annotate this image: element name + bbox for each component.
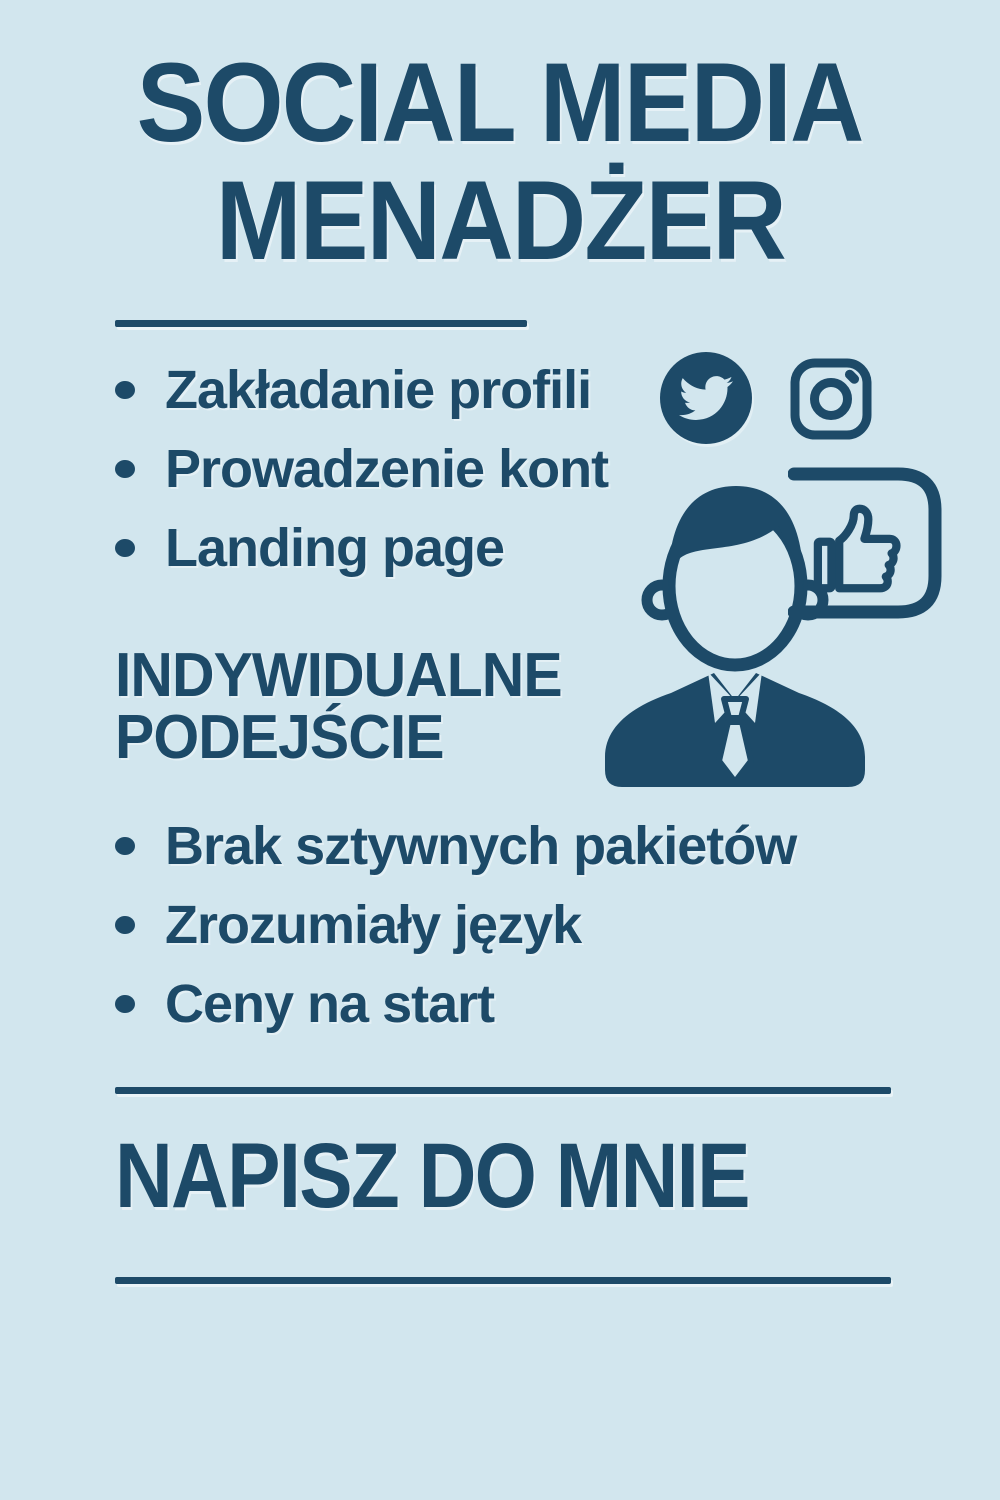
cta-heading bbox=[115, 1126, 843, 1226]
list-item bbox=[115, 429, 608, 508]
list-item-label: Prowadzenie kont bbox=[165, 438, 609, 499]
list-item bbox=[115, 508, 608, 587]
page-title-line1: SOCIAL MEDIA bbox=[137, 40, 863, 165]
bullet-dot bbox=[115, 381, 135, 399]
list-item-label: Ceny na start bbox=[165, 973, 495, 1034]
title-divider bbox=[115, 320, 527, 327]
list-item bbox=[115, 964, 796, 1043]
like-bubble bbox=[788, 464, 948, 622]
approach-heading bbox=[115, 641, 585, 772]
list-item-label: Zakładanie profili bbox=[165, 359, 592, 420]
twitter-icon bbox=[660, 352, 752, 444]
list-item-label: Landing page bbox=[165, 517, 504, 578]
approach-heading-line2: PODEJŚCIE bbox=[115, 703, 444, 772]
list-item-label: Brak sztywnych pakietów bbox=[165, 815, 797, 876]
services-list bbox=[115, 350, 608, 587]
cta-bottom-divider bbox=[115, 1277, 891, 1284]
bullet-dot bbox=[115, 460, 135, 478]
approach-list bbox=[115, 806, 796, 1043]
thumbs-up-icon bbox=[818, 509, 897, 589]
bullet-dot bbox=[115, 995, 135, 1013]
cta-label: NAPISZ DO MNIE bbox=[115, 1125, 749, 1227]
list-item bbox=[115, 806, 796, 885]
bullet-dot bbox=[115, 837, 135, 855]
page-title bbox=[0, 40, 1000, 283]
bullet-dot bbox=[115, 916, 135, 934]
page-title-line2: MENADŻER bbox=[215, 158, 785, 283]
list-item-label: Zrozumiały język bbox=[165, 894, 582, 955]
bullet-dot bbox=[115, 539, 135, 557]
cta-top-divider bbox=[115, 1087, 891, 1094]
list-item bbox=[115, 885, 796, 964]
list-item bbox=[115, 350, 608, 429]
approach-heading-line1: INDYWIDUALNE bbox=[115, 641, 562, 710]
instagram-icon bbox=[786, 354, 876, 444]
